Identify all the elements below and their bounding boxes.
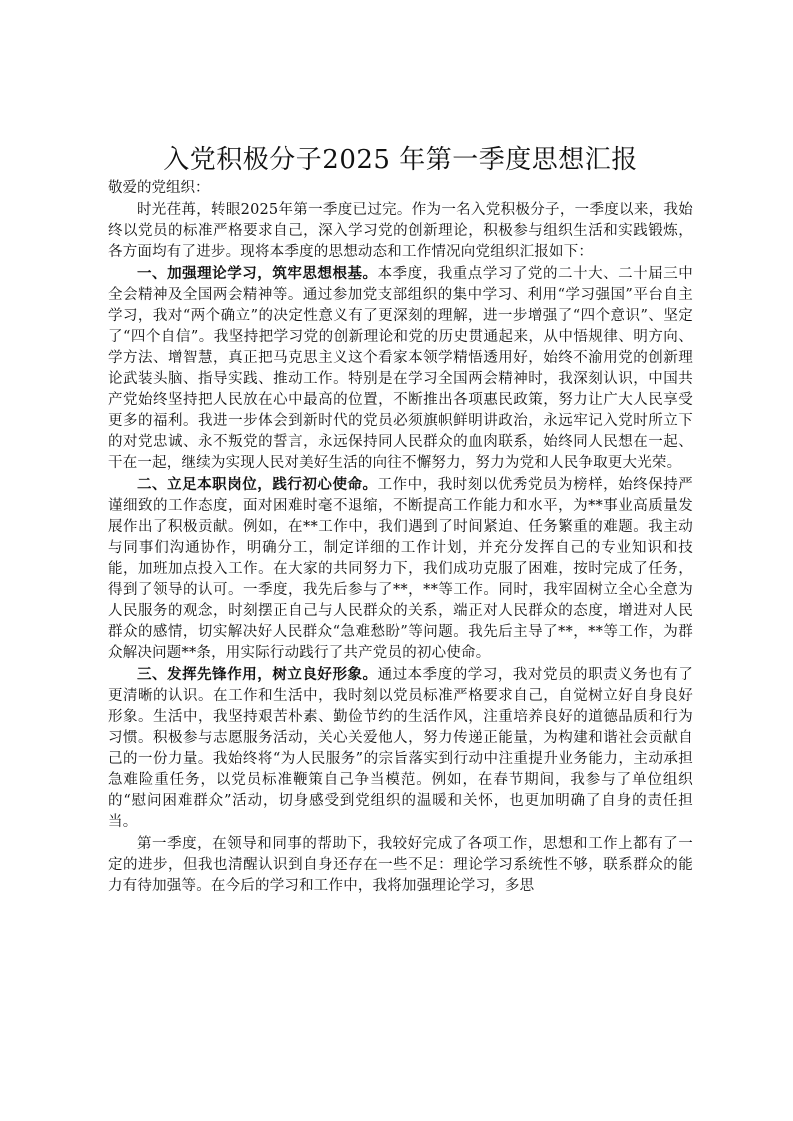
paragraph-heading: 三、发挥先锋作用，树立良好形象。 (137, 666, 378, 683)
paragraph-heading: 一、加强理论学习，筑牢思想根基。 (137, 265, 378, 282)
paragraph-text: 本季度，我重点学习了党的二十大、二十届三中全会精神及全国两会精神等。通过参加党支部组织的集中学习、利用“学习强国”平台自主学习，我对“两个确立”的决定性意义有了更深刻的理解，进一步增强了“四个意识”、坚定了“四个自信”。我坚持把学习党的创新理论和党的历史贯通起来，从中悟规律、明方向、学方法、增智慧，真正把马克思主义这个看家本领学精悟透用好，始终不渝用党的创新理论武装头脑、指导实践、推动工作。特别是在学习全国两会精神时，我深刻认识，中国共产党始终坚持把人民放在心中最高的位置，不断推出各项惠民政策，努力让广大人民享受更多的福利。我进一步体会到新时代的党员必须旗帜鲜明讲政治，永远牢记入党时所立下的对党忠诚、永不叛党的誓言，永远保持同人民群众的血肉联系，始终同人民想在一起、干在一起，继续为实现人民对美好生活的向往不懈努力，努力为党和人民争取更大光荣。 (108, 266, 693, 471)
paragraph-text: 工作中，我时刻以优秀党员为榜样，始终保持严谨细致的工作态度，面对困难时毫不退缩，不断提高工作能力和水平，为**事业高质量发展作出了积极贡献。例如，在**工作中，我们遇到了时间紧迫、任务繁重的难题。我主动与同事们沟通协作，明确分工，制定详细的工作计划，并充分发挥自己的专业知识和技能，加班加点投入工作。在大家的共同努力下，我们成功克服了困难，按时完成了任务，得到了领导的认可。一季度，我先后参与了**，**等工作。同时，我牢固树立全心全意为人民服务的观念，时刻摆正自己与人民群众的关系，端正对人民群众的态度，增进对人民群众的感情，切实解决好人民群众“急难愁盼”等问题。我先后主导了**，**等工作，为群众解决问题**条，用实际行动践行了共产党员的初心使命。 (108, 477, 693, 661)
paragraph-text: 第一季度，在领导和同事的帮助下，我较好完成了各项工作，思想和工作上都有了一定的进步，但我也清醒认识到自身还存在一些不足：理论学习系统性不够，联系群众的能力有待加强等。在今后的学习和工作中，我将加强理论学习，多思 (108, 836, 693, 894)
paragraph-text: 时光荏苒，转眼2025年第一季度已过完。作为一名入党积极分子，一季度以来，我始终以党员的标准严格要求自己，深入学习党的创新理论，积极参与组织生活和实践锻炼，各方面均有了进步。现将本季度的思想动态和工作情况向党组织汇报如下： (108, 202, 693, 260)
document-title: 入党积极分子2025 年第一季度思想汇报 (163, 145, 638, 175)
paragraph-text: 通过本季度的学习，我对党员的职责义务也有了更清晰的认识。在工作和生活中，我时刻以党员标准严格要求自己，自觉树立好自身良好形象。生活中，我坚持艰苦朴素、勤俭节约的生活作风，注重培养良好的道德品质和行为习惯。积极参与志愿服务活动，关心关爱他人，努力传递正能量，为构建和谐社会贡献自己的一份力量。我始终将“为人民服务”的宗旨落实到行动中注重提升业务能力，主动承担急难险重任务，以党员标准鞭策自己争当模范。例如，在春节期间，我参与了单位组织的“慰问困难群众”活动，切身感受到党组织的温暖和关怀，也更加明确了自身的责任担当。 (108, 667, 693, 830)
paragraph-job-duty (108, 474, 693, 664)
document-page (108, 142, 693, 897)
salutation: 敬爱的党组织： (108, 180, 210, 196)
paragraph-heading: 二、立足本职岗位，践行初心使命。 (137, 476, 378, 493)
paragraph-summary (108, 833, 693, 897)
paragraph-pioneer-role (108, 664, 693, 833)
paragraph-intro (108, 199, 693, 263)
paragraph-theory-study (108, 263, 693, 474)
